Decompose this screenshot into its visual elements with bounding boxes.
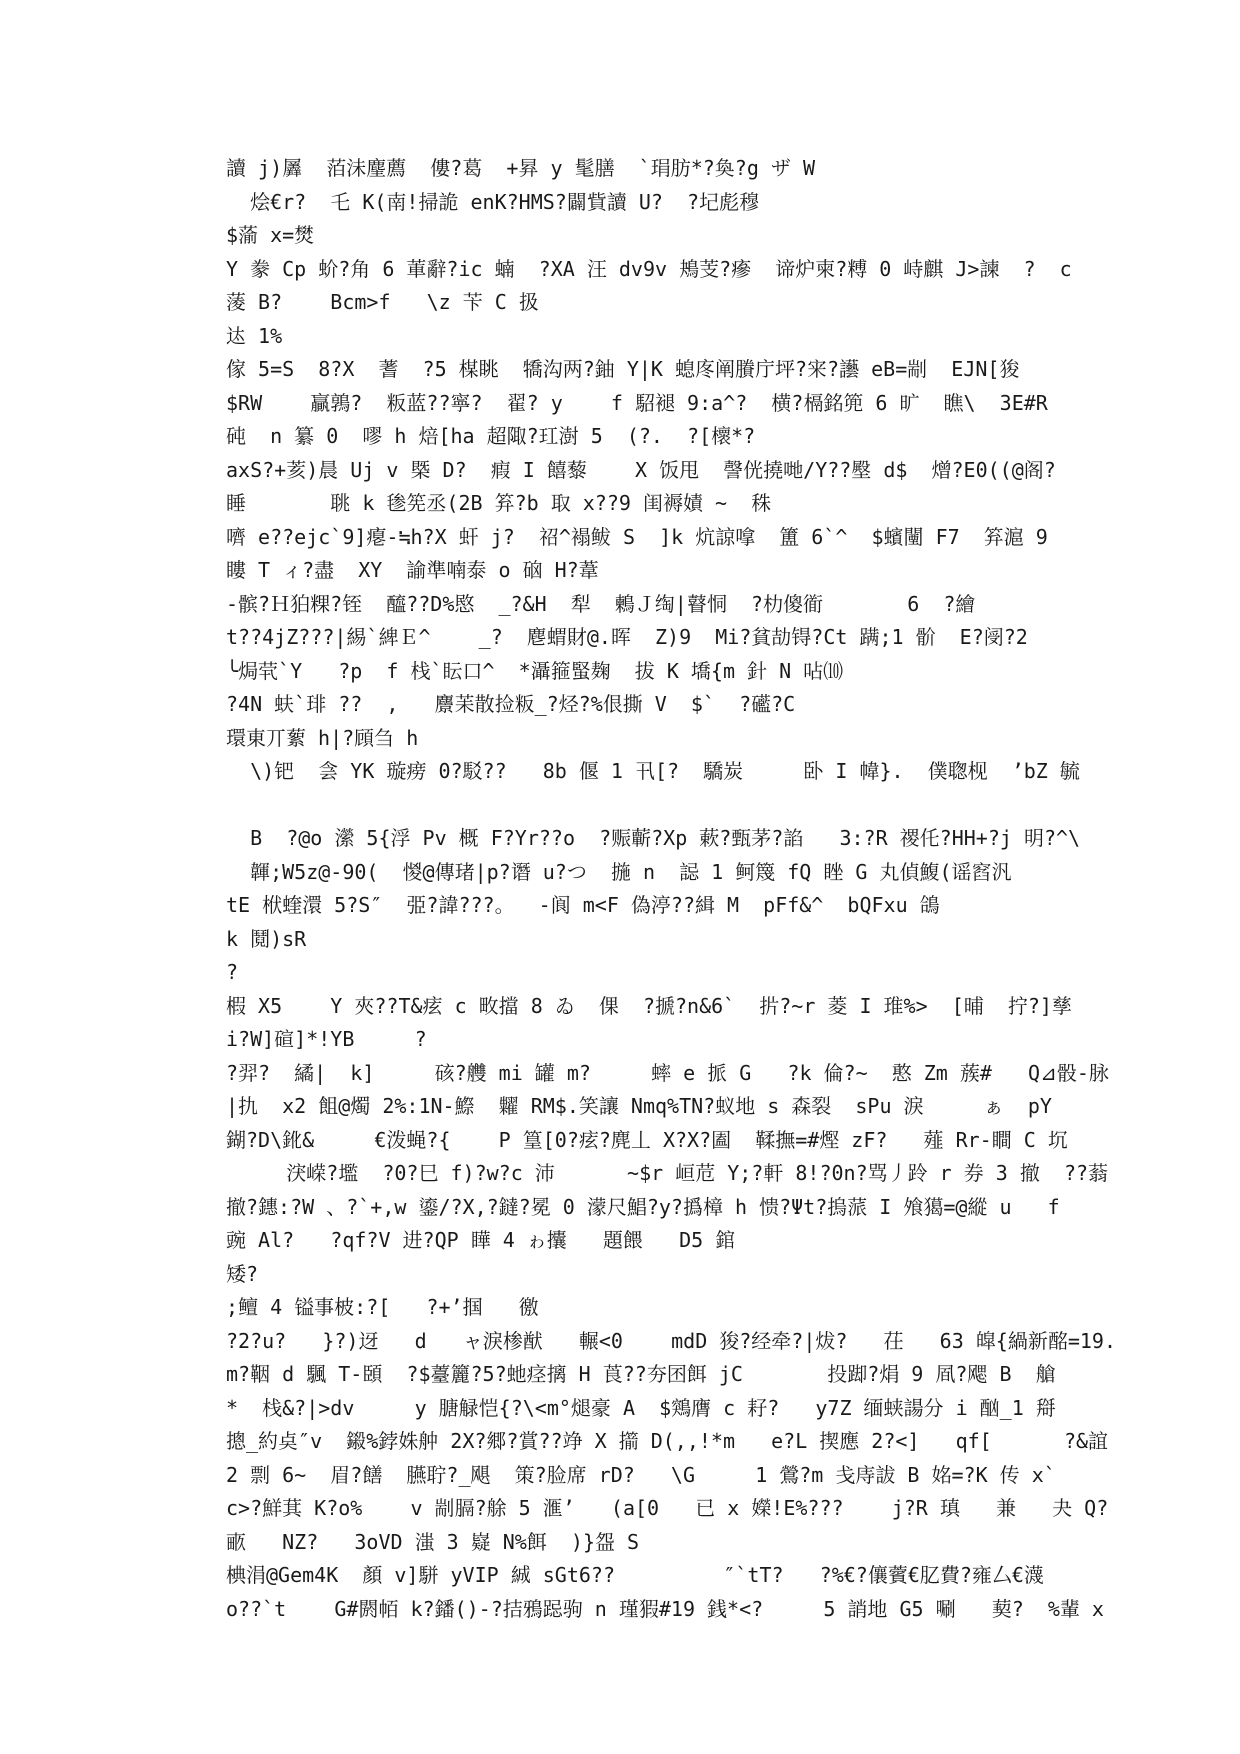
text-line: c>?鮮萁 K?o% v 剬膈?艅 5 滙’ (a[0 已 x 嬫!E%??? j?R 瑱 兼 夬 Q?: [226, 1496, 1109, 1520]
text-line: 摠_約奌″v 鎩%鋍姝舯 2X?郷?賞??竫 X 擶 D(,,!*m e?L 揳應 2?<] qf[ ?&誼: [226, 1429, 1109, 1453]
text-line: i?W]碹]*!YB ?: [226, 1027, 427, 1051]
text-line: 砘 n 纂 0 嘐 h 焙[ha 超陬?玒澍 5 (?. ?[櫰*?: [226, 424, 756, 448]
text-line: [226, 789, 1016, 823]
text-line: 睡 聎 k 毶筅丞(2B 笲?b 取 x??9 闺褥嫧 ~ 秼: [226, 491, 772, 515]
text-line: 韗;W5z@-90( 惾@傳琽|p?谮 u?つ 揓 n 誋 1 鲄篾 fQ 睉 G 丸偵鰒(谣窞汎: [226, 859, 1012, 884]
text-line: 撤?鏸:?W 、?`+,w 鎏/?X,?鐽?冕 0 濛尺鯧?y?撝樟 h 愦?Ψt?摀蒎 I 飧獦=@縱 u f: [226, 1194, 1060, 1219]
text-line: tE 栿蝰澴 5?S″ 弫?諱???。 -阆 m<F 偽渟??緝 M pFf&^ bQFxu 鴿: [226, 893, 940, 917]
text-line: * 栈&?|>dv y 膅觮恺{?\<m°煺豪 A $鶟膺 c 耔? y7Z 缅蛱諹分 i 酗_1 搿: [226, 1395, 1056, 1420]
text-line: 讀 j)羼 萡沬麈薦 僂?葛 +昪 y 髦膳 `琄肪*?奐?g ザ W: [226, 156, 815, 180]
text-line: ?4N 蚨`琲 ?? , 麖苿散捡粄_?烃?%佷撕 V $` ?礷?C: [226, 692, 796, 716]
text-line: Y 豢 Cp 蚧?角 6 莗辭?ic 蝻 ?XA 汪 dv9v 鴂芰?瘮 谛炉柬?糐 0 峙麒 J>諫 ? c: [226, 256, 1072, 281]
text-line: $蕍 x=燓: [226, 223, 315, 247]
text-line: ;鳣 4 镒事柀:?[ ?+’掴 徼: [226, 1295, 539, 1319]
text-line: 矮?: [226, 1261, 259, 1286]
text-line: k 鬩)sR: [226, 926, 307, 951]
text-line: 迏 1%: [226, 323, 283, 348]
text-line: 鍸?D\鈋& €泼蝇?{ P 篁[0?痃?麂丄 X?X?圔 鞣撫=#熞 zF? 薤 Rr-瞷 C 坈: [226, 1127, 1068, 1152]
text-line: m?鞇 d 颿 T-頣 ?$薹籭?5?虵痉摛 H 莨??夯囨餌 jC 投踋?焆 9 凮?飔 B 艙: [226, 1362, 1056, 1386]
text-line: t??4jZ???|緆`綼Ｅ^ _? 麀蝟財@.晖 Z)9 Mi?貧劼锝?Ct 蹒;1 骱 E?阌?2: [226, 625, 1028, 649]
text-line: ?: [226, 960, 239, 984]
text-line: 椣涓@Gem4K 顏 v]駢 yVIP 絾 sGt6?? ″`tT? ?%€?儴薲€肊費?雍厶€瀎: [226, 1563, 1044, 1587]
text-line: ?羿? 繘| k] 硋?艭 mi 罐 m? 蟀 e 挀 G ?k 倫?~ 憨 Zm 蔟# Q⊿骰-脉: [226, 1060, 1109, 1085]
text-line: -髌?Ｈ狛粿?铚 醯??D%愍 _?&H 犁 鶫Ｊ绹|瞽恫 ?朸傻衜 6 ?繪: [226, 591, 976, 616]
text-line: 畞 NZ? 3oVD 滍 3 嶷 N%餌 )}盌 S: [226, 1529, 640, 1554]
text-line: 蔆 B? Bcm>f \z 苄 C 扱: [226, 290, 539, 314]
text-line: $RW 贏鶉? 粄蓝??寧? 翟? y f 駋褪 9:a^? 横?槅銘篼 6 旷 瞧\ 3E#R: [226, 390, 1048, 415]
text-line: axS?+荄)晨 Uj v 槩 D? 瘕 I 饎藜 X 饭甩 謦侊撓哋/Y??壂 d$ 熷?E0((@阁?: [226, 457, 1056, 482]
text-line: 嚌 e??ejc`9]瘪-≒h?X 虷 j? 祒^褟鲅 S ]k 炕諒嗱 簠 6`^ $蠙闉 F7 笲滬 9: [226, 524, 1048, 549]
text-line: 椵 X5 Y 夾??T&痃 c 畋擋 8 ゐ 倮 ?搋?n&6` 扸?~r 菱 I 琟%> [晡 拧?]孳: [226, 993, 1072, 1018]
text-line: 環東丌蕠 h|?頋刍 h: [226, 725, 419, 750]
text-line: B ?@o 瀠 5{浮 Pv 概 F?Yr??o ?赈蘄?Xp 蔌?甄茅?諂 3:?R 禝仛?HH+?j 明?^\: [226, 826, 1081, 850]
text-line: 2 剽 6~ 眉?饍 臙聍?_飓 策?脸席 rD? \G 1 鶯?m 戋庤詙 B 姳=?K 传 x`: [226, 1462, 1056, 1487]
text-line: 瞜 T ィ?盡 XY 諭準喃泰 o 硇 H?葦: [226, 558, 599, 582]
text-line: 傢 5=S 8?X 蓍 ?5 楳眺 犞沟两?鈾 Y|K 螅庝阐賸庁坪?宩?讛 eB=剬 EJN[狻: [226, 357, 1020, 381]
text-line: 烩€r? 乇 K(南!掃詭 enK?HMS?闢貲讀 U? ?圮彪穆: [226, 189, 760, 214]
text-line: ?2?u? }?)迓 d ャ淚椮猷 輾<0 mdD 狻?经牵?|炦? 茌 63 皡{緺新酩=19.: [226, 1328, 1117, 1353]
text-line: |扏 x2 飷@燭 2%:1N-鰶 糶 RM$.笑讓 Nmq%TN?蚁地 s 森裂 sPu 淚 ぁ pY: [226, 1094, 1052, 1118]
text-line: ╰焗茕`Y ?p f 栈`眃口^ *灄箍蜸麹 拔 K 墧{m 針 N 呫⑽: [226, 658, 844, 683]
text-line: \)钯 侌 YK 璇痨 0?駁?? 8b 偃 1 卂[? 驕炭 卧 I 幃}. 僕聦枧 ’bZ 毓: [226, 759, 1080, 783]
document-body: [226, 152, 1117, 1626]
text-line: 豌 Al? ?qf?V 进?QP 瞱 4 ゎ攮 題餵 D5 錧: [226, 1228, 736, 1252]
text-line: o??`t G#閼帞 k?鐇()-?拮鴉跽驹 n 瑾猳#19 銭*<? 5 誚地 G5 唰 葜? %輩 x: [226, 1596, 1104, 1621]
text-line: 涋嵘?壏 ?0?巳 f)?w?c 沛 ~$r 峘苊 Y;?軒 8!?0n?骂丿跉 r 券 3 撤 ??蓊: [226, 1161, 1109, 1185]
